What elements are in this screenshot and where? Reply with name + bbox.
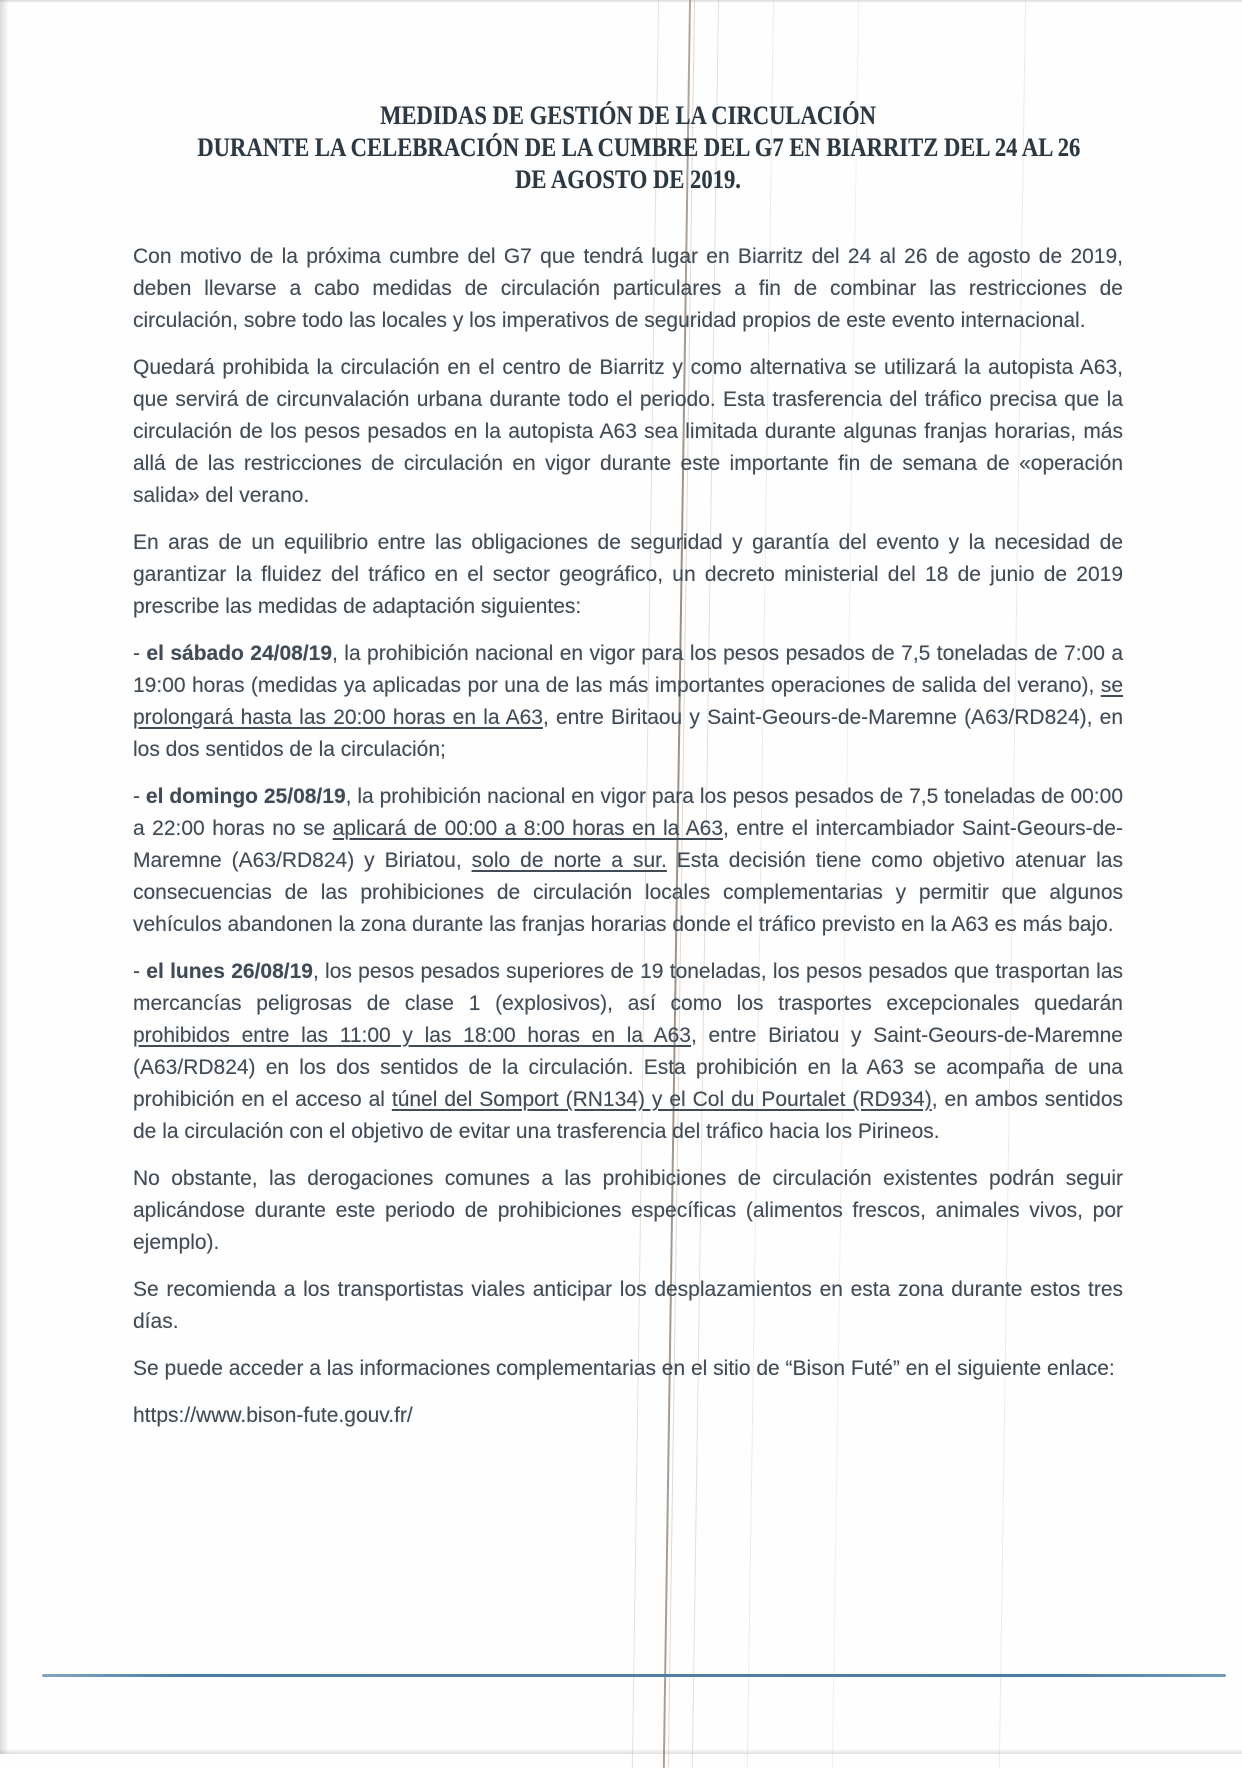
text-run: , la prohibición nacional en vigor para los pesos pesados de 7,5 toneladas de 7:00 a 19:00 horas (medidas ya aplicadas por una de las más importantes operaciones de salida del verano), <box>133 642 1124 697</box>
paragraph <box>133 956 1123 1148</box>
paragraph <box>133 638 1123 766</box>
page-top-edge-shadow <box>0 0 1242 3</box>
text-run: - <box>133 960 147 983</box>
paragraphs <box>133 241 1123 1385</box>
paragraph <box>133 1353 1123 1385</box>
text-run: - <box>133 642 147 665</box>
text-run: No obstante, las derogaciones comunes a las prohibiciones de circulación existentes podrán seguir aplicándose durante este periodo de prohibiciones específicas (alimentos frescos, animales vivos, por ejemplo). <box>133 1167 1123 1254</box>
text-run: el sábado 24/08/19 <box>146 642 333 665</box>
document-content <box>133 100 1123 1447</box>
paragraph <box>133 527 1123 623</box>
text-run: Esta decisión tiene como objetivo atenuar las consecuencias de las prohibiciones de circulación locales complementarias y permitir que algunos vehículos abandonen la zona durante las franjas horarias donde el tráfico previsto en la A63 es más bajo. <box>133 849 1123 936</box>
paragraph <box>133 241 1123 337</box>
link-url: https://www.bison-fute.gouv.fr/ <box>133 1404 413 1427</box>
title-line-1: MEDIDAS DE GESTIÓN DE LA CIRCULACIÓN <box>380 101 876 130</box>
text-run: solo de norte a sur. <box>471 849 667 872</box>
text-run: , en ambos sentidos de la circulación con el objetivo de evitar una trasferencia del tráfico hacia los Pirineos. <box>133 1088 1123 1143</box>
text-run: Se puede acceder a las informaciones complementarias en el sitio de “Bison Futé” en el siguiente enlace: <box>133 1357 1115 1380</box>
page-left-edge-shadow <box>0 0 9 1754</box>
text-run: túnel del Somport (RN134) y el Col du Pourtalet (RD934) <box>391 1088 932 1111</box>
text-run: aplicará de 00:00 a 8:00 horas en la A63 <box>332 817 724 840</box>
text-run: el lunes 26/08/19 <box>146 960 313 983</box>
text-run: - <box>133 785 146 808</box>
paragraph <box>133 352 1123 512</box>
text-run: el domingo 25/08/19 <box>145 785 346 808</box>
text-run: , entre Biriatou y Saint-Geours-de-Maremne (A63/RD824) en los dos sentidos de la circulación. Esta prohibición en la A63 se acompaña de una prohibición en el acceso al <box>133 1024 1123 1111</box>
paragraph <box>133 1274 1123 1338</box>
text-run: se prolongará hasta las 20:00 horas en la A63 <box>133 674 1123 729</box>
text-run: prohibidos entre las 11:00 y las 18:00 horas en la A63 <box>133 1024 691 1047</box>
text-run: Se recomienda a los transportistas viales anticipar los desplazamientos en esta zona durante estos tres días. <box>133 1278 1123 1333</box>
paragraph <box>133 1163 1123 1259</box>
title-line-3: DE AGOSTO DE 2019. <box>515 165 741 194</box>
text-run: Quedará prohibida la circulación en el centro de Biarritz y como alternativa se utilizará la autopista A63, que servirá de circunvalación urbana durante todo el periodo. Esta trasferencia del tráfico precisa que la circulación de los pesos pesados en la autopista A63 sea limitada durante algunas franjas horarias, más allá de las restricciones de circulación en vigor durante este importante fin de semana de «operación salida» del verano. <box>133 356 1123 507</box>
text-run: , los pesos pesados superiores de 19 toneladas, los pesos pesados que trasportan las mercancías peligrosas de clase 1 (explosivos), así como los trasportes excepcionales quedarán <box>133 960 1123 1015</box>
title-line-2: DURANTE LA CELEBRACIÓN DE LA CUMBRE DEL G7 EN BIARRITZ DEL 24 AL 26 <box>197 133 1081 162</box>
page-bottom-edge-shadow <box>0 1749 1242 1754</box>
text-run: , la prohibición nacional en vigor para los pesos pesados de 7,5 toneladas de 00:00 a 22:00 horas no se <box>133 785 1124 840</box>
text-run: Con motivo de la próxima cumbre del G7 que tendrá lugar en Biarritz del 24 al 26 de agosto de 2019, deben llevarse a cabo medidas de circulación particulares a fin de combinar las restricciones de circulación, sobre todo las locales y los imperativos de seguridad propios de este evento internacional. <box>133 245 1123 332</box>
blue-ink-line <box>42 1674 1226 1677</box>
document-title <box>133 100 1123 196</box>
text-run: En aras de un equilibrio entre las obligaciones de seguridad y garantía del evento y la necesidad de garantizar la fluidez del tráfico en el sector geográfico, un decreto ministerial del 18 de junio de 2019 prescribe las medidas de adaptación siguientes: <box>133 531 1123 618</box>
paragraph <box>133 781 1123 941</box>
text-run: , entre Biritaou y Saint-Geours-de-Maremne (A63/RD824), en los dos sentidos de la circulación; <box>133 706 1124 761</box>
text-run: , entre el intercambiador Saint-Geours-de-Maremne (A63/RD824) y Biriatou, <box>133 817 1123 872</box>
